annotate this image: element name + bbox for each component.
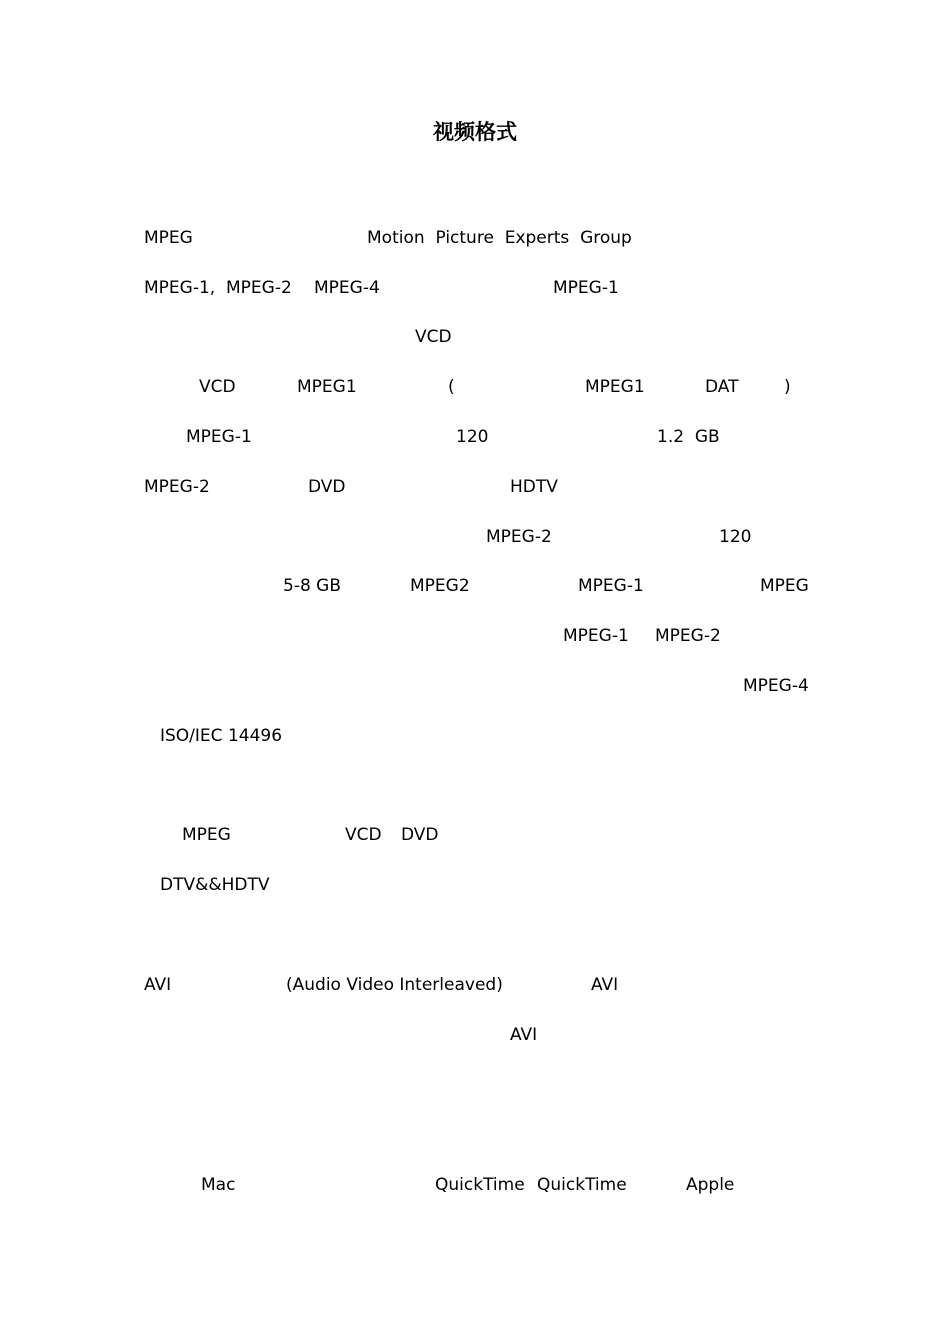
text-fragment: VCD [415, 327, 452, 347]
page-title: 视频格式 [433, 120, 517, 144]
text-fragment: Motion Picture Experts Group [367, 228, 632, 248]
text-fragment: DTV&&HDTV [160, 875, 270, 895]
text-fragment: QuickTime [537, 1175, 627, 1195]
text-fragment: AVI [510, 1025, 538, 1045]
text-fragment: ) [784, 377, 791, 397]
text-fragment: MPEG1 [297, 377, 357, 397]
text-fragment: AVI [144, 975, 172, 995]
text-fragment: (Audio Video Interleaved) [286, 975, 503, 995]
text-fragment: HDTV [510, 477, 558, 497]
text-fragment: MPEG [760, 576, 809, 596]
text-fragment: MPEG-2 [655, 626, 721, 646]
text-fragment: MPEG-2 [144, 477, 210, 497]
text-fragment: MPEG [182, 825, 231, 845]
text-fragment: QuickTime [435, 1175, 525, 1195]
text-fragment: MPEG-1 [563, 626, 629, 646]
text-fragment: MPEG-4 [743, 676, 809, 696]
text-fragment: VCD [345, 825, 382, 845]
text-fragment: ISO/IEC 14496 [160, 726, 283, 746]
text-fragment: Mac [201, 1175, 236, 1195]
text-fragment: Apple [686, 1175, 735, 1195]
text-fragment: MPEG [144, 228, 193, 248]
text-fragment: DVD [308, 477, 346, 497]
text-fragment: VCD [199, 377, 236, 397]
text-fragment: 120 [719, 527, 752, 547]
text-fragment: MPEG-2 [486, 527, 552, 547]
text-fragment: 120 [456, 427, 489, 447]
text-fragment: MPEG-1 [553, 278, 619, 298]
text-fragment: MPEG-1, MPEG-2 [144, 278, 292, 298]
text-fragment: DAT [705, 377, 739, 397]
text-fragment: 5-8 GB [283, 576, 342, 596]
text-fragment: MPEG2 [410, 576, 470, 596]
text-fragment: MPEG1 [585, 377, 645, 397]
text-fragment: MPEG-4 [314, 278, 380, 298]
text-fragment: DVD [401, 825, 439, 845]
text-fragment: MPEG-1 [186, 427, 252, 447]
text-fragment: 1.2 GB [657, 427, 720, 447]
text-fragment: ( [448, 377, 455, 397]
text-fragment: AVI [591, 975, 619, 995]
text-fragment: MPEG-1 [578, 576, 644, 596]
